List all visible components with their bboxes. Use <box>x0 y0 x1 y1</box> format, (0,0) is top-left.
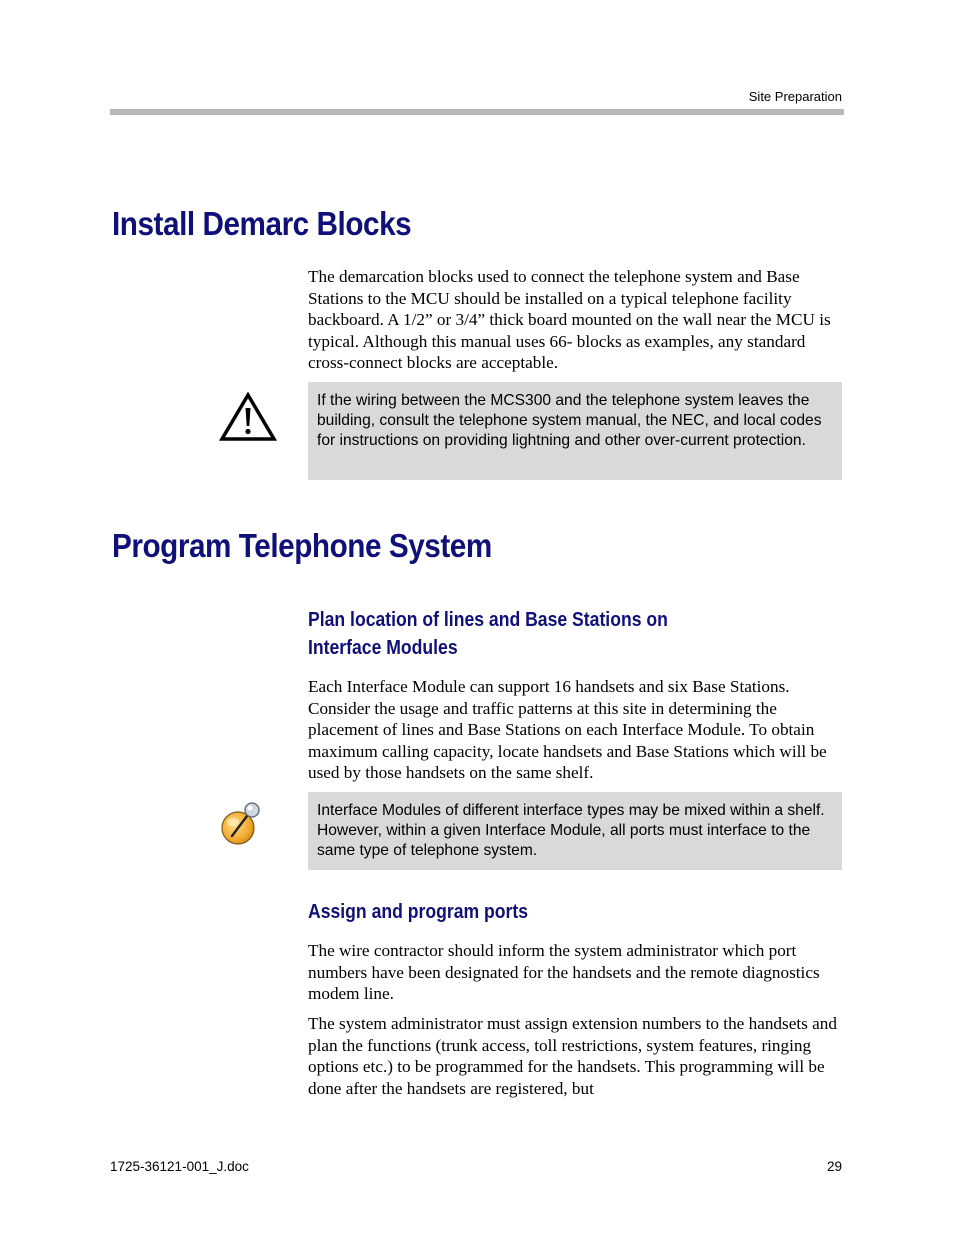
subheading-assign-ports: Assign and program ports <box>308 901 529 923</box>
caution-text: If the wiring between the MCS300 and the telephone system leaves the building, consult the telephone system manual, the NEC, and local codes for instructions on providing lightning and other over-current protection. <box>317 392 822 449</box>
heading-install-demarc-blocks: Install Demarc Blocks <box>112 205 412 242</box>
subheading-plan-location-line1: Plan location of lines and Base Stations on <box>308 609 668 631</box>
interface-modules-note <box>308 792 842 870</box>
footer-page-number: 29 <box>826 1159 842 1174</box>
assign-ports-paragraph-2: The system administrator must assign extension numbers to the handsets and plan the functions (trunk access, toll restrictions, system features, ringing options etc.) to be programmed for the handsets. This programming will be done after the handsets are registered, but <box>308 1014 837 1098</box>
note-text: Interface Modules of different interface types may be mixed within a shelf. However, within a given Interface Module, all ports must interface to the same type of telephone system. <box>317 802 825 859</box>
assign-ports-paragraph-1: The wire contractor should inform the system administrator which port numbers have been designated for the handsets and the remote diagnostics modem line. <box>308 941 820 1003</box>
warning-triangle-icon <box>219 392 277 447</box>
header-rule <box>110 109 844 115</box>
interface-modules-paragraph: Each Interface Module can support 16 handsets and six Base Stations. Consider the usage and traffic patterns at this site in determining the placement of lines and Base Stations on each Interface Module. To obtain maximum calling capacity, locate handsets and Base Stations which will be used by those handsets on the same shelf. <box>308 677 827 782</box>
subheading-plan-location-line2: Interface Modules <box>308 637 458 659</box>
running-header: Site Preparation <box>748 89 842 104</box>
heading-program-telephone-system: Program Telephone System <box>112 527 492 564</box>
footer-doc-id: 1725-36121-001_J.doc <box>110 1159 249 1174</box>
caution-note <box>308 382 842 480</box>
demarc-paragraph: The demarcation blocks used to connect the telephone system and Base Stations to the MCU should be installed on a typical telephone facility backboard. A 1/2” or 3/4” thick board mounted on the wall near the MCU is typical. Although this manual uses 66- blocks as examples, any standard cross-connect blocks are acceptable. <box>308 267 831 372</box>
note-pin-icon <box>219 800 265 853</box>
